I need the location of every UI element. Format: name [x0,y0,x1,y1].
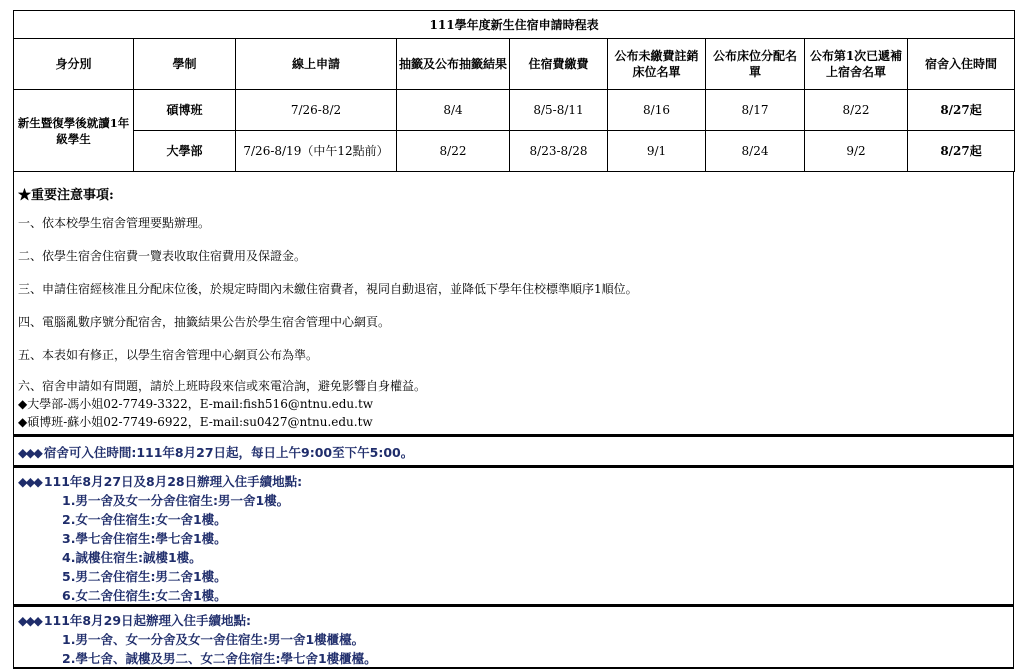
block1-item: 4.誠樓住宿生:誠樓1樓。 [62,550,202,565]
note-item: 二、依學生宿舍住宿費一覽表收取住宿費用及保證金。 [18,249,307,263]
block1-item: 2.女一舍住宿生:女一舍1樓。 [62,512,227,527]
assign-cell: 8/17 [706,90,805,131]
fee-cell: 8/5-8/11 [510,90,608,131]
system-cell: 碩博班 [134,90,236,131]
checkin-cell: 8/27起 [908,131,1015,172]
lottery-cell: 8/22 [397,131,510,172]
apply-cell: 7/26-8/2 [236,90,397,131]
header-fee: 住宿費繳費 [510,39,608,90]
schedule-sheet [13,10,1014,669]
lottery-cell: 8/4 [397,90,510,131]
note-item: 五、本表如有修正，以學生宿舍管理中心網頁公布為準。 [18,348,319,362]
block1-item: 6.女二舍住宿生:女二舍1樓。 [62,588,227,603]
block2-item: 2.學七舍、誠樓及男二、女二舍住宿生:學七舍1樓櫃檯。 [62,651,377,666]
header-assign: 公布床位分配名單 [706,39,805,90]
first-fill-cell: 8/22 [805,90,908,131]
header-identity: 身分別 [14,39,134,90]
assign-cell: 8/24 [706,131,805,172]
note-item: 四、電腦亂數序號分配宿舍，抽籤結果公告於學生宿舍管理中心網頁。 [18,315,391,329]
system-cell: 大學部 [134,131,236,172]
first-fill-cell: 9/2 [805,131,908,172]
header-row [14,39,1015,90]
apply-cell: 7/26-8/19（中午12點前） [236,131,397,172]
checkin-notice-text: 宿舍可入住時間:111年8月27日起，每日上午9:00至下午5:00。 [43,445,414,460]
notes-heading: ★重要注意事項: [18,188,114,203]
header-checkin: 宿舍入住時間 [908,39,1015,90]
block1-item: 5.男二舍住宿生:男二舍1樓。 [62,569,227,584]
fee-cell: 8/23-8/28 [510,131,608,172]
cancel-cell: 8/16 [608,90,706,131]
diamond-icon: ◆◆◆ [18,445,41,460]
note-item: 三、申請住宿經核准且分配床位後，於規定時間內未繳住宿費者，視同自動退宿，並降低下學年住校標準順序1順位。 [18,282,638,296]
block1-heading: 111年8月27日及8月28日辦理入住手續地點: [43,474,303,489]
block1-item: 3.學七舍住宿生:學七舍1樓。 [62,531,227,546]
table-row [14,131,1015,172]
header-lottery: 抽籤及公布抽籤結果 [397,39,510,90]
identity-cell: 新生暨復學後就讀1年級學生 [14,90,134,172]
table-row [14,90,1015,131]
cancel-cell: 9/1 [608,131,706,172]
diamond-icon: ◆◆◆ [18,474,41,489]
table-title: 111學年度新生住宿申請時程表 [14,11,1015,39]
contact-line: ◆大學部-馮小姐02-7749-3322，E-mail:fish516@ntnu.edu.tw [18,397,374,411]
schedule-table [13,10,1015,172]
contact-line: ◆碩博班-蘇小姐02-7749-6922，E-mail:su0427@ntnu.edu.tw [18,415,373,429]
checkin-notice [13,435,1014,466]
checkin-cell: 8/27起 [908,90,1015,131]
note-item: 六、宿舍申請如有問題，請於上班時段來信或來電洽詢，避免影響自身權益。 [18,379,427,393]
header-system: 學制 [134,39,236,90]
header-first-fill: 公布第1次已遞補上宿舍名單 [805,39,908,90]
diamond-icon: ◆◆◆ [18,613,41,628]
block2-heading: 111年8月29日起辦理入住手續地點: [43,613,252,628]
checkin-location-block-2 [13,605,1014,669]
block1-item: 1.男一舍及女一分舍住宿生:男一舍1樓。 [62,493,290,508]
block2-item: 1.男一舍、女一分舍及女一舍住宿生:男一舍1樓櫃檯。 [62,632,365,647]
checkin-location-block-1 [13,466,1014,605]
notes-section [13,172,1014,435]
header-apply: 線上申請 [236,39,397,90]
note-item: 一、依本校學生宿舍管理要點辦理。 [18,216,211,230]
header-cancel: 公布未繳費註銷床位名單 [608,39,706,90]
